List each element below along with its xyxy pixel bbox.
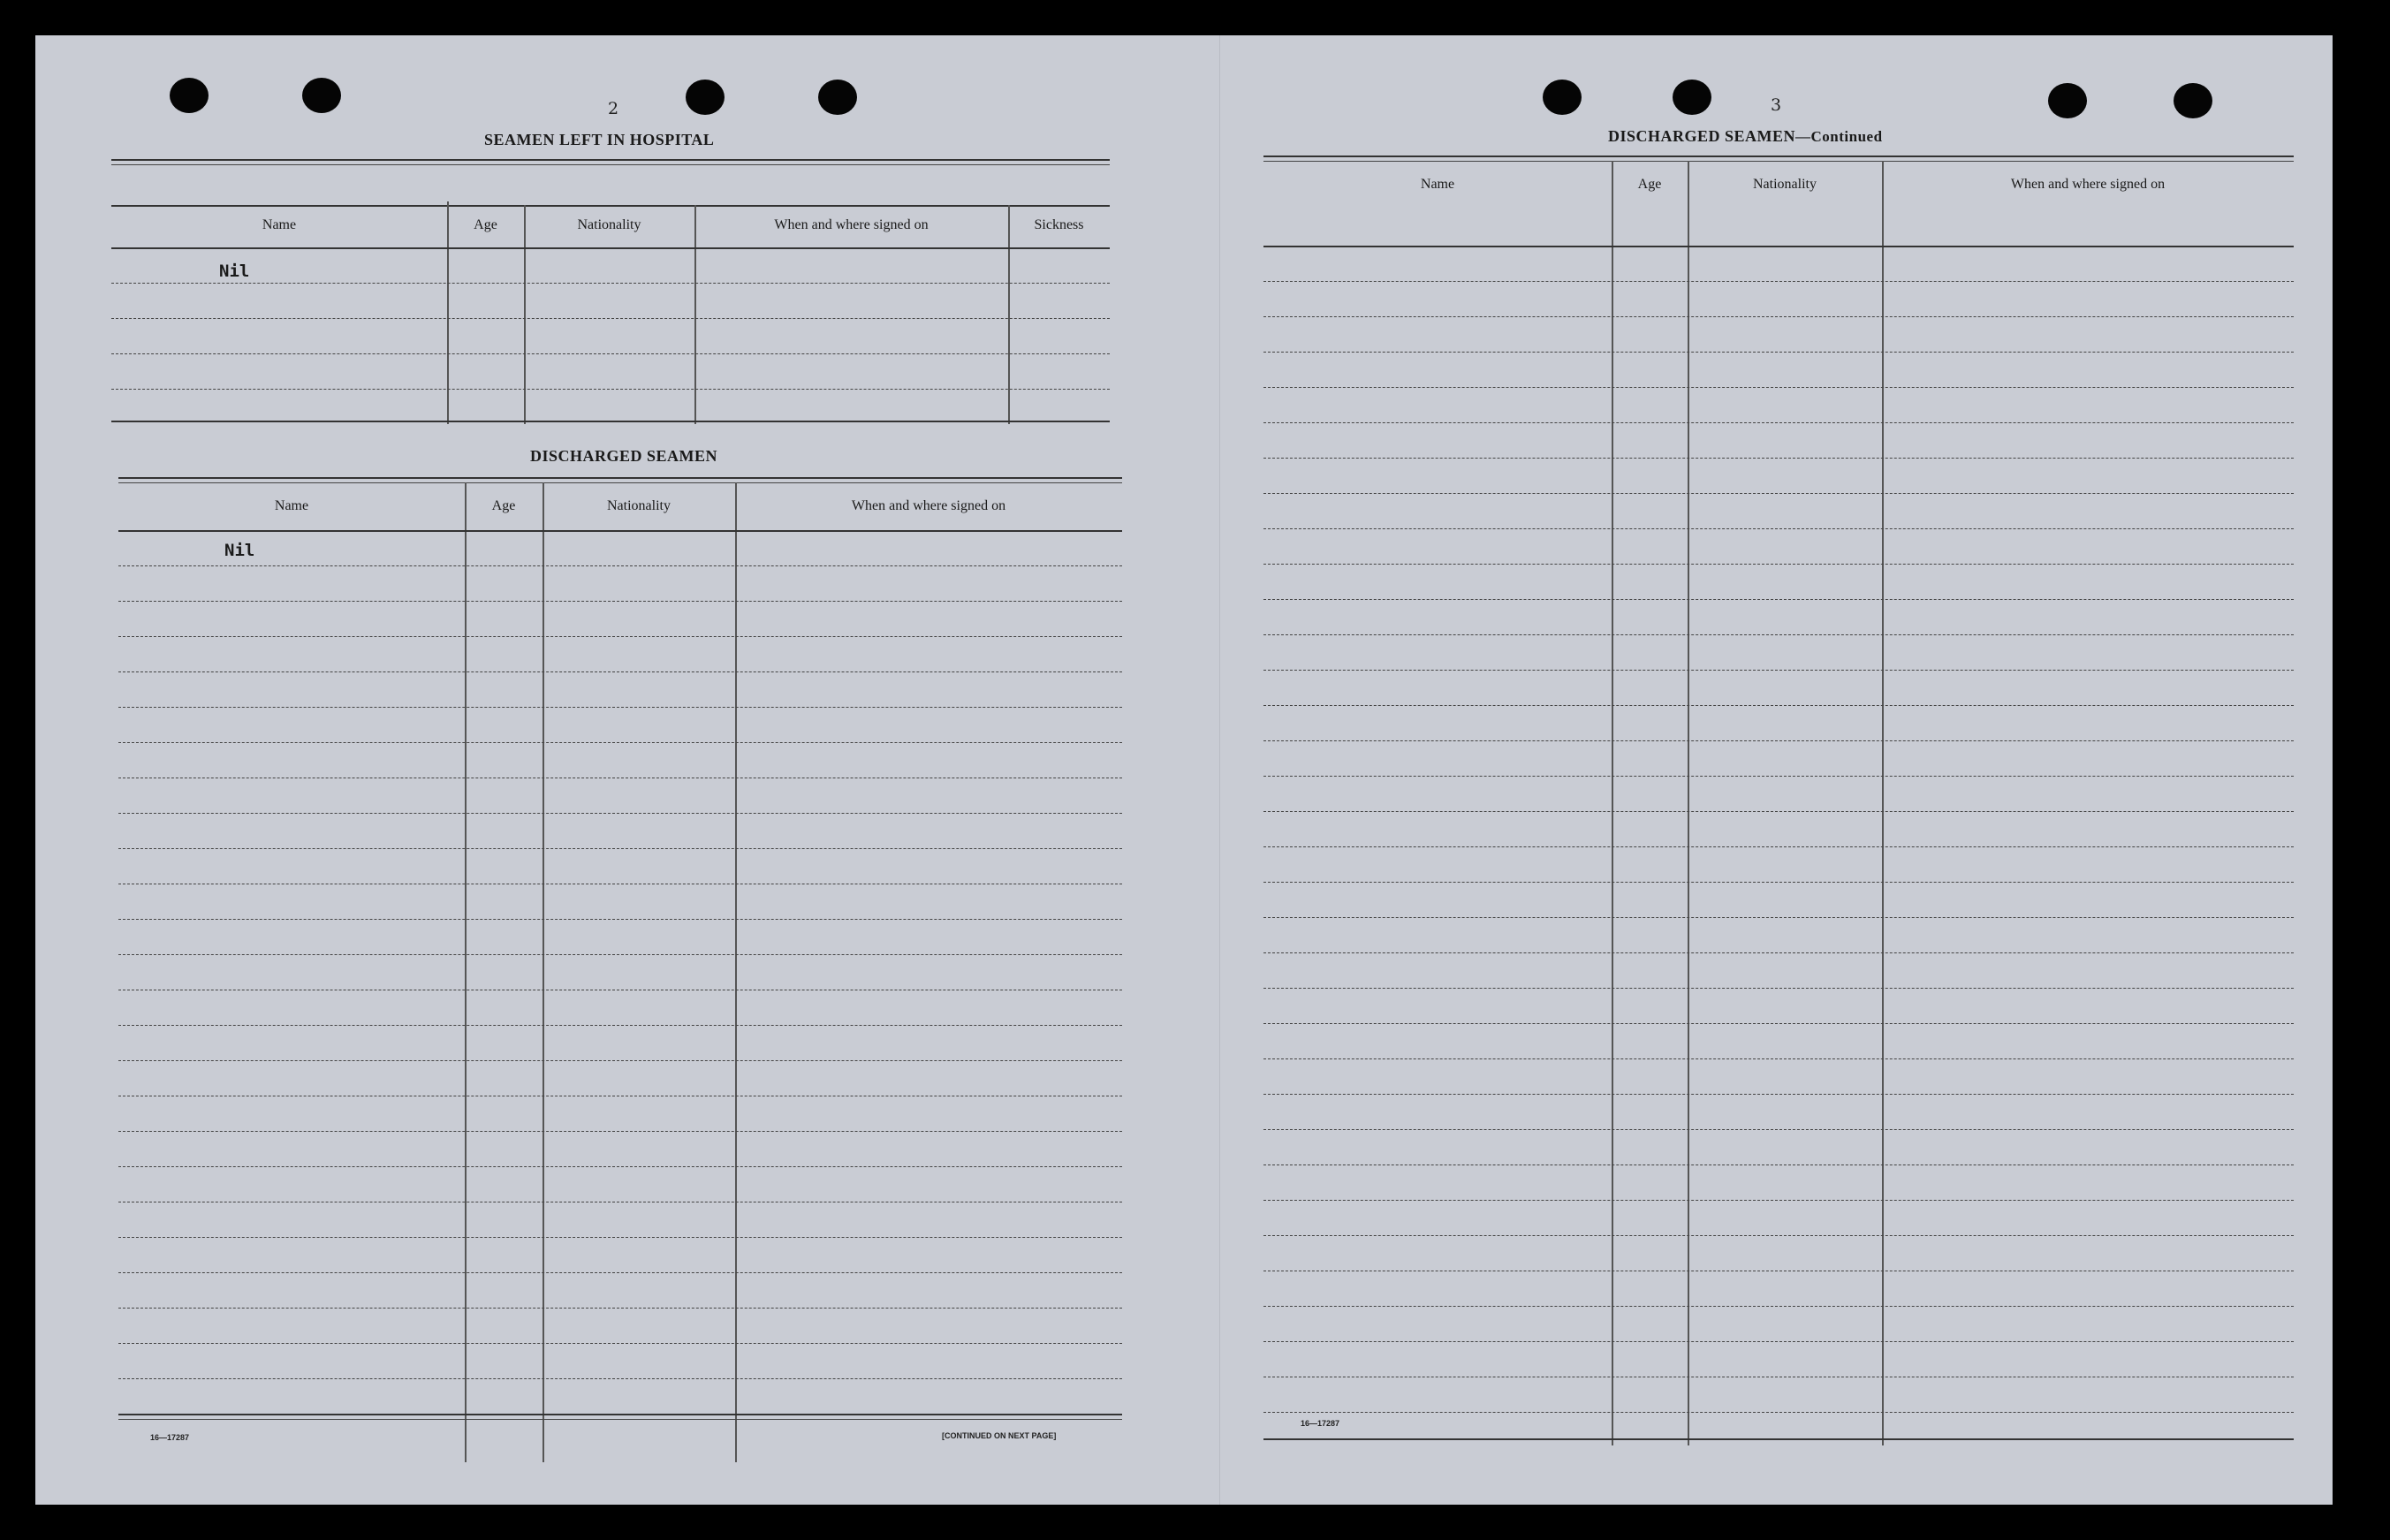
punch-hole — [818, 80, 857, 115]
col-header-age: Age — [491, 498, 516, 513]
punch-hole — [2174, 83, 2212, 118]
discharged-row-name: Nil — [224, 541, 255, 560]
col-header-nationality: Nationality — [607, 498, 671, 513]
col-header-signed-on: When and where signed on — [774, 217, 929, 232]
form-sheet — [35, 35, 2333, 1505]
discharged-continued-table — [1263, 156, 2294, 1445]
form-number: 16—17287 — [150, 1433, 190, 1442]
col-header-age: Age — [474, 217, 497, 232]
punch-hole — [1543, 80, 1582, 115]
discharged-continued-title-main: DISCHARGED SEAMEN — [1608, 127, 1796, 145]
hospital-row-name: Nil — [219, 262, 250, 281]
col-header-name: Name — [274, 498, 309, 513]
col-header-sickness: Sickness — [1034, 217, 1084, 232]
col-header-nationality: Nationality — [577, 217, 641, 232]
discharged-section-title: DISCHARGED SEAMEN — [530, 447, 718, 465]
col-header-signed-on: When and where signed on — [2010, 177, 2166, 192]
punch-hole — [686, 80, 725, 115]
col-header-name: Name — [262, 217, 297, 232]
col-header-age: Age — [1637, 177, 1662, 192]
discharged-continued-suffix: —Continued — [1795, 128, 1883, 145]
discharged-table — [118, 477, 1122, 1462]
form-number: 16—17287 — [1301, 1419, 1340, 1428]
discharged-continued-title — [1608, 127, 1883, 146]
hospital-section-title: SEAMEN LEFT IN HOSPITAL — [484, 131, 715, 148]
page-number: 3 — [1771, 95, 1782, 115]
page-fold — [1219, 35, 1220, 1505]
continued-note: [CONTINUED ON NEXT PAGE] — [942, 1431, 1057, 1440]
hospital-table — [111, 159, 1110, 424]
punch-hole — [1673, 80, 1711, 115]
punch-hole — [2048, 83, 2087, 118]
col-header-name: Name — [1420, 177, 1455, 192]
punch-hole — [170, 78, 209, 113]
col-header-nationality: Nationality — [1753, 177, 1817, 192]
page-number: 2 — [608, 99, 619, 118]
col-header-signed-on: When and where signed on — [851, 498, 1006, 513]
punch-hole — [302, 78, 341, 113]
